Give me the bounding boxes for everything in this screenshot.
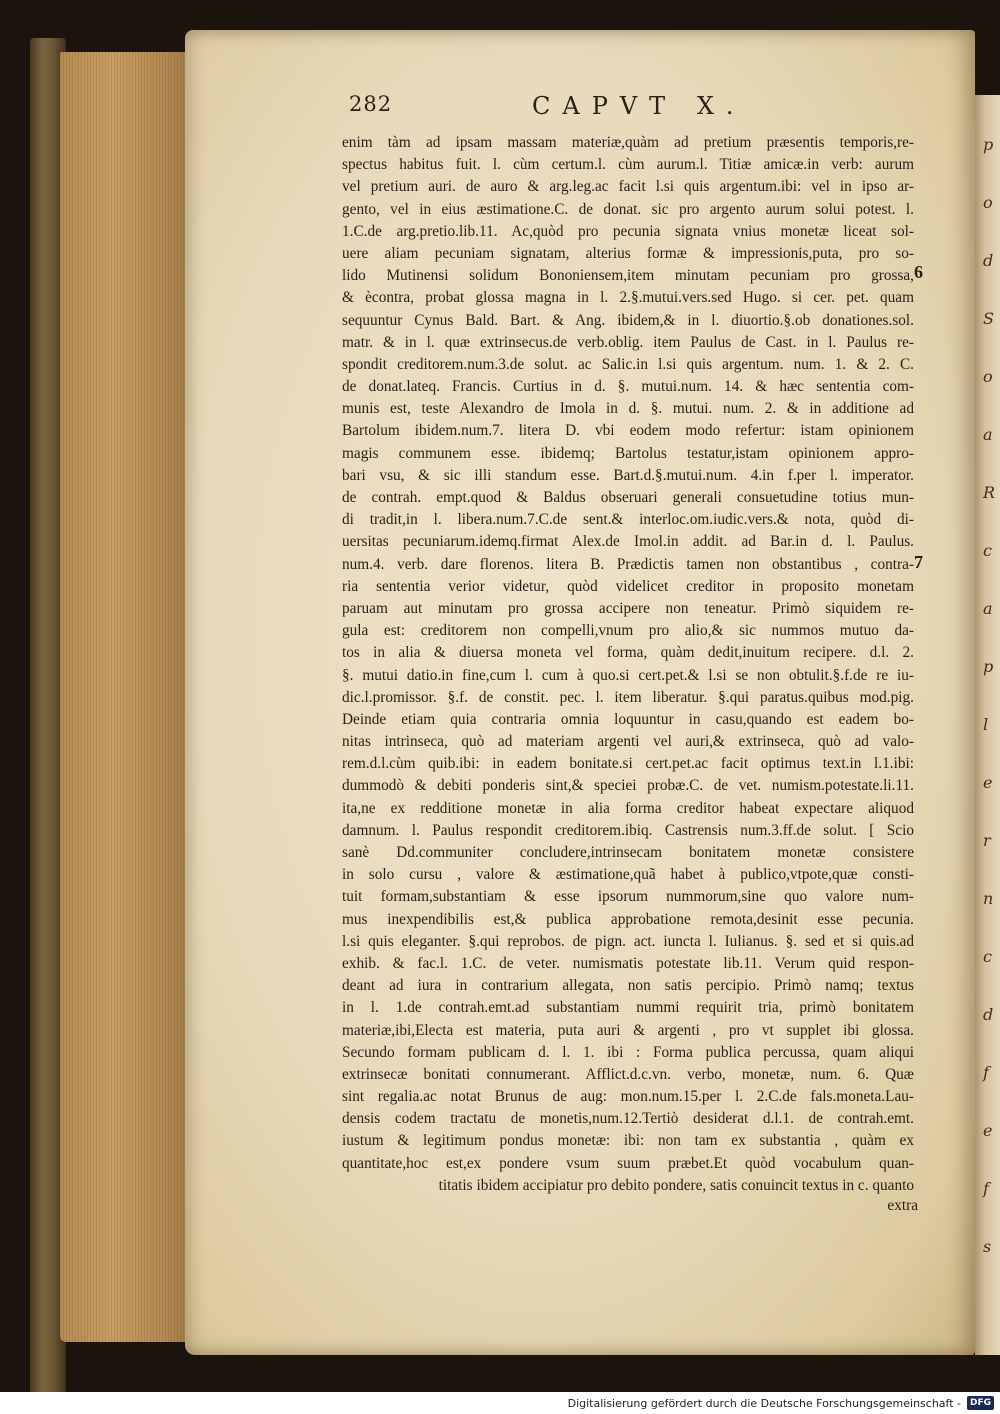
text-line: magis communem esse. ibidemq; Bartolus testatur,istam opinionem appro- [342, 444, 914, 462]
text-line: gento, vel in eius æstimatione.C. de donat. sic pro argento aurum solui potest. l. [342, 200, 914, 218]
text-line: dummodò & debiti ponderis sint,& speciei probæ.C. de vet. numism.potestate.li.11. [342, 777, 914, 795]
text-line: titatis ibidem accipiatur pro debito pondere, satis conuincit textus in c. quanto [438, 1176, 914, 1194]
facing-page-glyph: r [983, 831, 991, 850]
text-line: 1.C.de arg.pretio.lib.11. Ac,quòd pro pecunia signata vnius monetæ liceat sol- [342, 222, 914, 240]
facing-page-glyph: a [983, 425, 993, 444]
facing-page-glyph: p [983, 657, 994, 676]
facing-page-glyph: s [983, 1237, 992, 1256]
facing-page-glyph: n [983, 889, 994, 908]
text-line: munis est, teste Alexandro de Imola in d. §. mutui. num. 2. & in additione ad [342, 400, 914, 418]
text-line: nitas intrinseca, quò ad materiam argenti vel auri,& extrinseca, quò ad valo- [342, 733, 914, 751]
text-line: tuit formam,substantiam & esse ipsorum nummorum,sine quo valore num- [342, 888, 914, 906]
text-line: §. mutui datio.in fine,cum l. cum à quo.si cert.pet.& l.si se non obtulit.§.f.de re iu- [342, 666, 914, 684]
text-line: Secundo formam publicam d. l. 1. ibi : Forma publica percussa, quam aliqui [342, 1043, 914, 1061]
text-line: in l. 1.de contrah.emt.ad substantiam nummi requirit tria, primò bonitatem [342, 999, 914, 1017]
text-line: sint regalia.ac notat Brunus de aug: mon.num.15.per l. 2.C.de fals.moneta.Lau- [342, 1088, 914, 1106]
facing-page-glyph: e [983, 1121, 993, 1140]
text-line: gula est: creditorem non compelli,vnum pro alio,& sic nummos mutuo da- [342, 622, 914, 640]
facing-page-glyph: f [983, 1063, 989, 1082]
footer-bar [0, 1392, 1000, 1414]
footer-credit: Digitalisierung gefördert durch die Deutsche Forschungsgemeinschaft - [567, 1396, 961, 1410]
text-line: ita,ne ex redditione monetæ in alia forma creditor habeat expectare aliquod [342, 799, 914, 817]
text-line: ria sententia verior videtur, quòd videlicet creditor in proposito monetam [342, 577, 914, 595]
text-line: de donat.lateq. Francis. Curtius in d. §. mutui.num. 14. & hæc sententia com- [342, 378, 914, 396]
text-line: quantitate,hoc est,ex pondere vsum suum præbet.Et quòd vocabulum quan- [342, 1154, 914, 1172]
text-line: deant ad iura in contrarium allegata, non satis percipio. Primò namq; textus [342, 977, 914, 995]
text-line: damnum. l. Paulus respondit creditorem.ibiq. Castrensis num.3.ff.de solut. [ Scio [342, 821, 914, 839]
text-line: l.si quis eleganter. §.qui reprobos. de pign. act. iuncta l. Iulianus. §. sed et si quis.ad [342, 932, 914, 950]
dfg-logo: DFG [967, 1396, 994, 1410]
facing-page-glyph: o [983, 367, 993, 386]
facing-page-glyph: d [983, 1005, 994, 1024]
text-line: materiæ,ibi,Electa est materia, puta auri & argenti , pro vt supplet ibi glossa. [342, 1021, 914, 1039]
page-number: 282 [349, 92, 393, 116]
text-line: sanè Dd.communiter concludere,intrinsecam bonitatem monetæ consistere [342, 844, 914, 861]
facing-page-glyph: o [983, 193, 993, 212]
text-line: spondit creditorem.num.3.de solut. ac Salic.in l.si quis argentum. num. 1. & 2. C. [342, 355, 914, 373]
facing-page [975, 95, 1000, 1355]
text-line: exhib. & fac.l. 1.C. de veter. numismatis potestate lib.11. Verum quid respon- [342, 954, 914, 972]
facing-page-glyph: l [983, 715, 989, 734]
text-line: de contrah. empt.quod & Baldus obseruari generali consuetudine totius mun- [342, 489, 914, 506]
text-line: paruam aut minutam pro grossa accipere non teneatur. Primò siquidem re- [342, 599, 914, 617]
text-line: dic.l.promissor. §.f. de constit. pec. l. item liberatur. §.qui paratus.quibus mod.pig. [342, 688, 914, 706]
text-line: tos in alia & diuersa moneta vel forma, quàm dedit,inuitum recipere. d.l. 2. [342, 644, 914, 662]
text-line: Deinde etiam quia contraria omnia loquuntur in casu,quando est eadem bo- [342, 710, 914, 728]
text-line: mus inexpendibilis est,& publica approbatione remota,desinit esse pecunia. [342, 910, 914, 928]
facing-page-glyph: R [983, 483, 996, 502]
facing-page-glyph: d [983, 251, 994, 270]
text-line: spectus habitus fuit. l. cùm certum.l. cùm aurum.l. Titiæ amicæ.in verb: aurum [342, 156, 914, 174]
text-line: matr. & in l. quæ extrinsecus.de verb.oblig. item Paulus de Cast. in l. Paulus re- [342, 333, 914, 351]
text-line: rem.d.l.cùm quib.ibi: in eadem bonitate.si cert.pet.ac facit optimus text.in l.1.ibi: [342, 755, 914, 773]
text-line: & ècontra, probat glossa magna in l. 2.§.mutui.vers.sed Hugo. si cer. pet. quam [342, 289, 914, 307]
margin-number: 7 [914, 552, 923, 572]
facing-page-glyph: c [983, 947, 992, 966]
text-line: sequuntur Cynus Bald. Bart. & Ang. ibidem,& in l. diuortio.§.ob donationes.sol. [342, 311, 914, 329]
text-line: vel pretium auri. de auro & arg.leg.ac facit l.si quis argentum.ibi: vel in ipso ar- [342, 178, 914, 196]
text-line: lido Mutinensi solidum Bononiensem,item minutam pecuniam pro grossa, [342, 267, 914, 285]
catchword: extra [887, 1197, 918, 1214]
running-head: CAPVT X. [532, 92, 746, 120]
text-line: num.4. verb. dare florenos. litera B. Prædictis tamen non obstantibus , contra- [342, 555, 914, 573]
text-line: bari vsu, & sic illi standum esse. Bart.d.§.mutui.num. 4.in f.per l. imperator. [342, 466, 914, 484]
facing-page-glyph: e [983, 773, 993, 792]
text-line: di tradit,in l. libera.num.7.C.de sent.& interloc.om.iudic.vers.& nota, quòd di- [342, 511, 914, 529]
body-text [342, 132, 914, 1197]
text-line: densis codem tractatu de monetis,num.12.Tertiò desiderat d.l.1. de contrah.emt. [342, 1110, 914, 1128]
text-line: uere aliam pecuniam signatam, alterius formæ & impressionis,puta, pro so- [342, 244, 914, 262]
text-line: uersitas pecuniarum.idemq.firmat Alex.de Imol.in addit. ad Bar.in d. l. Paulus. [342, 533, 914, 551]
text-line: enim tàm ad ipsam massam materiæ,quàm ad pretium præsentis temporis,re- [342, 134, 914, 151]
text-line: extrinsecæ bonitati connumerant. Afflict.d.c.vn. verbo, monetæ, num. 6. Quæ [342, 1065, 914, 1083]
facing-page-glyph: S [983, 309, 994, 328]
margin-number: 6 [914, 262, 923, 282]
facing-page-glyph: c [983, 541, 992, 560]
facing-page-glyph: a [983, 599, 993, 618]
facing-page-glyph: f [983, 1179, 989, 1198]
facing-page-glyph: p [983, 135, 994, 154]
text-line: Bartolum ibidem.num.7. litera D. vbi eodem modo refertur: istam opinionem [342, 422, 914, 440]
text-line: iustum & legitimum pondus monetæ: ibi: non tam ex substantia , quàm ex [342, 1132, 914, 1150]
text-line: in solo cursu , valore & æstimatione,quã habet à publico,vtpote,quæ consti- [342, 866, 914, 884]
page-edges [60, 52, 190, 1342]
